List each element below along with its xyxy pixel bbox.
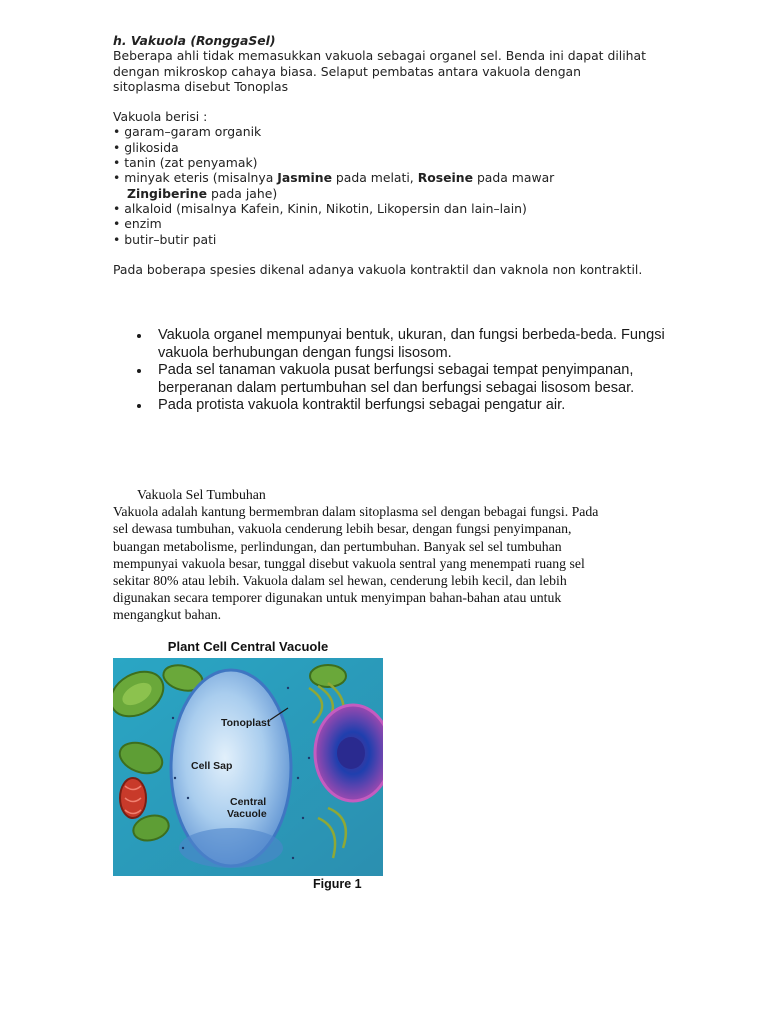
paragraph-line: Vakuola adalah kantung bermembran dalam sitoplasma sel dengan bebagai fungsi. Pada (113, 504, 599, 520)
intro-line: sitoplasma disebut Tonoplas (113, 78, 289, 94)
paragraph-line: sel dewasa tumbuhan, vakuola cenderung lebih besar, dengan fungsi penyimpanan, (113, 521, 572, 537)
bullet-dot-icon (137, 404, 141, 408)
intro-line: Beberapa ahli tidak memasukkan vakuola sebagai organel sel. Benda ini dapat dilihat (113, 48, 646, 64)
list-item: • enzim (113, 216, 162, 232)
figure-title: Plant Cell Central Vacuole (167, 639, 329, 654)
bullet-item: Pada sel tanaman vakuola pusat berfungsi sebagai tempat penyimpanan, berperanan dalam pertumbuhan sel dan berfungsi sebagai lisosom besar. (134, 362, 674, 397)
paragraph-line: mempunyai vakuola besar, tunggal disebut vakuola sentral yang menempati ruang sel (113, 555, 585, 571)
contents-list (113, 124, 673, 246)
plant-cell-illustration (113, 658, 383, 876)
paragraph-line: digunakan secara temporer digunakan untuk menyimpan bahan-bahan atau untuk (113, 590, 562, 606)
label-cell-sap: Cell Sap (191, 760, 233, 772)
section-vakuola (113, 33, 673, 277)
section-title: h. Vakuola (RonggaSel) (113, 33, 276, 48)
closing-text: Pada boberapa spesies dikenal adanya vakuola kontraktil dan vaknola non kontraktil. (113, 261, 643, 277)
list-item: • butir–butir pati (113, 231, 217, 247)
summary-bullets (134, 327, 674, 415)
section-plant-vacuole (113, 486, 653, 624)
section-heading: Vakuola Sel Tumbuhan (137, 487, 266, 502)
list-item: • garam–garam organik (113, 124, 262, 140)
figure-caption: Figure 1 (313, 877, 362, 891)
label-central: Central (230, 796, 267, 808)
list-item: • tanin (zat penyamak) (113, 155, 258, 171)
mitochondria-shapes (120, 778, 146, 818)
vacuole-figure (113, 636, 383, 894)
bullet-item: Pada protista vakuola kontraktil berfungsi sebagai pengatur air. (134, 397, 674, 415)
list-item: • minyak eteris (misalnya Jasmine pada melati, Roseine pada mawar Zingiberine pada jahe) (113, 170, 555, 201)
list-item: • glikosida (113, 139, 179, 155)
label-vacuole: Vacuole (227, 808, 267, 820)
bullet-item: Vakuola organel mempunyai bentuk, ukuran, dan fungsi berbeda-beda. Fungsi vakuola berhubungan dengan fungsi lisosom. (134, 327, 674, 362)
bullet-dot-icon (137, 334, 141, 338)
intro-line: dengan mikroskop cahaya biasa. Selaput pembatas antara vakuola dengan (113, 63, 581, 79)
paragraph-line: buangan metabolisme, perlindungan, dan pertumbuhan. Banyak sel sel tumbuhan (113, 538, 562, 554)
paragraph-line: sekitar 80% atau lebih. Vakuola dalam sel hewan, cenderung lebih kecil, dan lebih (113, 573, 567, 589)
list-item: • alkaloid (misalnya Kafein, Kinin, Nikotin, Likopersin dan lain–lain) (113, 200, 527, 216)
bullet-dot-icon (137, 369, 141, 373)
label-tonoplast: Tonoplast (221, 717, 271, 729)
paragraph-line: mengangkut bahan. (113, 607, 222, 623)
list-heading: Vakuola berisi : (113, 109, 208, 125)
